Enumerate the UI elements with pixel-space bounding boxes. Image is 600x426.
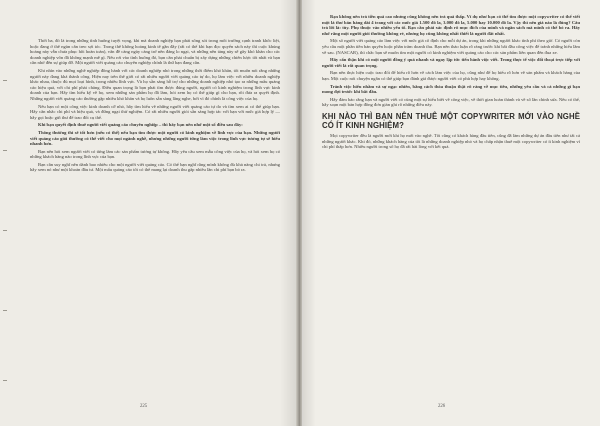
body-paragraph: Bạn không nên trả tiền quá cao nhưng cũng không nên trả quá thấp. Ví dụ như bạn có thể tìm được một copywriter có thể viết một lá thư bán hàng dài 4 trang với các mức giá 1.500 đô la, 3.000 đô la, 5.000 hay 10.000 đô la. Vậy thì nên giá nào là đúng? Câu trả lời là: tùy. Phụ thuộc vào nhiều yếu tố. Bạn cần phải xác định rõ mục đích của mình và ngân sách mà mình có thể bỏ ra. Hãy nhớ rằng một người giỏi thường không rẻ, nhưng họ cũng không nhất thiết là người đắt nhất.	[322, 14, 580, 36]
right-page	[302, 0, 600, 426]
bold-paragraph: Tránh việc hiểu nhầm và sự ngạc nhiên, bằng cách thỏa thuận thật rõ ràng về mục tiêu, những yêu cầu và cả những gì bạn mong đợi trước khi bắt đầu.	[322, 83, 580, 95]
bold-paragraph: Thông thường thì sẽ tốt hơn (nếu có thể) nếu bạn tìm được một người có kinh nghiệm về lĩnh vực của bạn. Những người viết quảng cáo giỏi thường có thể viết cho mọi ngành nghề, nhưng những người từng làm việc trong lĩnh vực tương tự sẽ hiểu nhanh hơn.	[30, 129, 280, 147]
body-paragraph: Khi nhìn vào những nghề nghiệp đồng hành với các doanh nghiệp nhỏ trong những thời điểm khó khăn, tôi muốn nói rằng những người này đang khá thành công. Hiện nay trên thế giới có rất nhiều người viết quảng cáo tự do, họ làm việc với nhiều doanh nghiệp khác nhau, thuộc đủ mọi loại hình, trong nhiều lĩnh vực. Và họ sẵn sàng hỗ trợ cho những doanh nghiệp nhỏ tạo ra những mẩu quảng cáo hiệu quả, với chi phí phải chăng. Điều quan trọng là bạn phải tìm được đúng người, người có kinh nghiệm trong lĩnh vực kinh doanh của bạn. Hãy tìm hiểu kỹ về họ, xem những sản phẩm họ đã làm, hỏi xem họ có thể giúp gì cho bạn, rồi đưa ra quyết định. Những người viết quảng cáo thường gặp nhiều khó khăn và họ luôn sẵn sàng lắng nghe, bởi vì đó chính là công việc của họ.	[30, 67, 280, 101]
body-paragraph: Mọi copywriter đều là người mới khi họ mới vào nghề. Tôi cũng có khách hàng đầu tiên, cũng đã làm những dự án đầu tiên như tất cả những người khác. Khi đó, những khách hàng của tôi là những doanh nghiệp nhỏ và họ chấp nhận thuê một copywriter có ít kinh nghiệm vì chi phí thấp hơn. Nhiều người trong số họ đã rất hài lòng với kết quả.	[322, 132, 580, 150]
bold-paragraph: Khi bạn quyết định thuê người viết quảng cáo chuyên nghiệp – thì hãy bạn nên nhớ một số điều sau đây:	[38, 122, 243, 128]
binder-mark	[3, 230, 7, 231]
body-paragraph: Một số người viết quảng cáo làm việc với mức giá cố định cho mỗi dự án, trong khi những người khác tính phí theo giờ. Có người còn yêu cầu một phần tiền bản quyền hoặc phần trăm doanh thu. Bạn nên thảo luận rõ ràng trước khi bắt đầu công việc để tránh những hiểu lầm về sau. (NASCAR), thì chắc bạn sẽ muốn tìm một người có kinh nghiệm viết quảng cáo cho các sản phẩm liên quan đến đua xe.	[322, 38, 580, 55]
bold-paragraph: Hãy cẩn thận khi có một người đồng ý quá nhanh và ngay lập tức tiến hành việc viết. Trong thực tế việc đối thoại trực tiếp với người viết là rất quan trọng.	[322, 57, 580, 68]
binder-mark	[3, 80, 7, 81]
body-paragraph: Hãy đảm bảo rằng bạn và người viết có cùng một sự hiểu biết về công việc, về thời gian hoàn thành và về số lần chỉnh sửa. Nếu có thể, hãy soạn một bản hợp đồng đơn giản ghi rõ những điều này.	[322, 96, 580, 108]
binder-mark	[3, 310, 7, 311]
right-page-shadow	[302, 0, 316, 426]
binder-mark	[3, 150, 7, 151]
body-paragraph: Nếu bạn có một công việc kinh doanh cỡ nhỏ, hãy tìm hiểu về những người viết quảng cáo tự do và tìm xem ai có thể giúp bạn. Hãy cân nhắc chi phí và hiệu quả, và đừng ngại thử nghiệm. Có rất nhiều người giỏi sẵn sàng hợp tác với bạn với mức giá hợp lý — hãy gọi hoặc gửi thư để trao đổi cụ thể.	[30, 103, 280, 120]
page-number: 226	[438, 404, 446, 409]
section-heading: KHI NÀO THÌ BẠN NÊN THUÊ MỘT COPYWRITER MỚI VÀO NGHỀ CÓ ÍT KINH NGHIỆM?	[322, 111, 580, 130]
body-paragraph: Bạn cần suy nghĩ nên dành bao nhiêu cho một người viết quảng cáo. Có thể bạn nghĩ rằng mình không đủ khả năng chi trả, nhưng hãy xem nó như một khoản đầu tư. Một mẩu quảng cáo tốt có thể mang lại doanh thu gấp nhiều lần chi phí bạn bỏ ra.	[30, 161, 280, 173]
page-number: 225	[140, 404, 148, 409]
body-paragraph: Bạn nên thực hiện cuộc trao đổi để hiểu rõ hơn về cách làm việc của họ, cũng như để họ hiểu rõ hơn về sản phẩm và khách hàng của bạn. Một cuộc nói chuyện ngắn có thể giúp bạn đánh giá được người viết có phù hợp hay không.	[322, 70, 580, 81]
left-page	[0, 0, 298, 426]
left-page-body	[30, 38, 280, 175]
body-paragraph: Bạn nên hỏi xem người viết có từng làm các sản phẩm tương tự không. Hãy yêu cầu xem mẫu công việc của họ, và hỏi xem họ có những khách hàng nào trong lĩnh vực của bạn.	[30, 148, 280, 160]
binder-mark	[3, 380, 7, 381]
right-page-body	[322, 14, 580, 152]
body-paragraph: Thời ba, đó là trong những tình huống tuyệt vọng, khi mà doanh nghiệp bạn phải sống sót trong môi trường cạnh tranh khốc liệt, hoặc đang ở thế ngàn cân treo sợi tóc. Trong thế không hoảng kinh tế gần đây (rất có thể khi bạn đọc quyển sách này thì cuộc khủng hoảng này vẫn chưa phục hồi hoàn toàn), vấn đề càng ngày càng trở nên đáng lo ngại, và những nền tảng này sẽ gây khó khăn cho các doanh nghiệp vốn đã không mạnh mẽ gì. Nếu rơi vào tình huống đó, bạn cần phải chuẩn bị xây dựng những chiến lược tốt nhất và bạn cần nhờ đến sự giúp đỡ. Một người viết quảng cáo chuyên nghiệp chính là thứ bạn đang cần.	[30, 38, 280, 66]
